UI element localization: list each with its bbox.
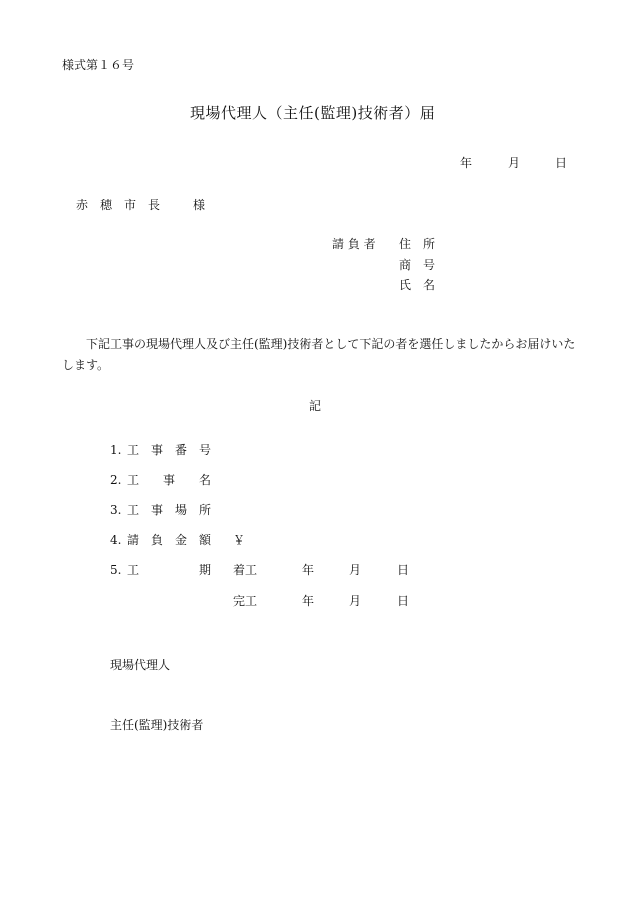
form-number: 様式第１６号 bbox=[62, 58, 135, 72]
period-end-month: 月 bbox=[349, 594, 362, 608]
contractor-name-label: 氏 名 bbox=[399, 278, 436, 292]
item-number: 5. bbox=[110, 563, 122, 577]
item-label: 工 事 名 bbox=[127, 473, 212, 487]
item-number: 2. bbox=[110, 473, 122, 487]
site-agent-label: 現場代理人 bbox=[110, 658, 171, 672]
period-start-month: 月 bbox=[349, 563, 362, 577]
contractor-company-label: 商 号 bbox=[399, 258, 436, 272]
period-end-year: 年 bbox=[302, 594, 315, 608]
contractor-label: 請 負 者 bbox=[332, 237, 376, 251]
contract-amount-yen-sign: ￥ bbox=[233, 533, 246, 547]
item-label: 工 事 番 号 bbox=[127, 443, 212, 457]
period-end-label: 完工 bbox=[233, 594, 258, 608]
item-number: 3. bbox=[110, 503, 122, 517]
statement-line-2: します。 bbox=[62, 358, 110, 372]
item-number: 1. bbox=[110, 443, 122, 457]
date-year-label: 年 bbox=[460, 156, 473, 170]
chief-engineer-label: 主任(監理)技術者 bbox=[110, 718, 204, 732]
addressee-name: 赤 穂 市 長 bbox=[76, 198, 161, 212]
period-start-year: 年 bbox=[302, 563, 315, 577]
record-heading: 記 bbox=[309, 399, 322, 413]
item-number: 4. bbox=[110, 533, 122, 547]
period-start-day: 日 bbox=[397, 563, 410, 577]
period-end-day: 日 bbox=[397, 594, 410, 608]
document-title: 現場代理人（主任(監理)技術者）届 bbox=[190, 104, 436, 122]
date-day-label: 日 bbox=[555, 156, 568, 170]
contractor-address-label: 住 所 bbox=[399, 237, 436, 251]
item-label: 工 期 bbox=[127, 563, 212, 577]
item-label: 工 事 場 所 bbox=[127, 503, 212, 517]
period-start-label: 着工 bbox=[233, 563, 258, 577]
item-label: 請 負 金 額 bbox=[127, 533, 212, 547]
addressee-honorific: 様 bbox=[193, 198, 206, 212]
date-month-label: 月 bbox=[508, 156, 521, 170]
statement-line-1: 下記工事の現場代理人及び主任(監理)技術者として下記の者を選任しましたからお届けいた bbox=[86, 337, 576, 351]
